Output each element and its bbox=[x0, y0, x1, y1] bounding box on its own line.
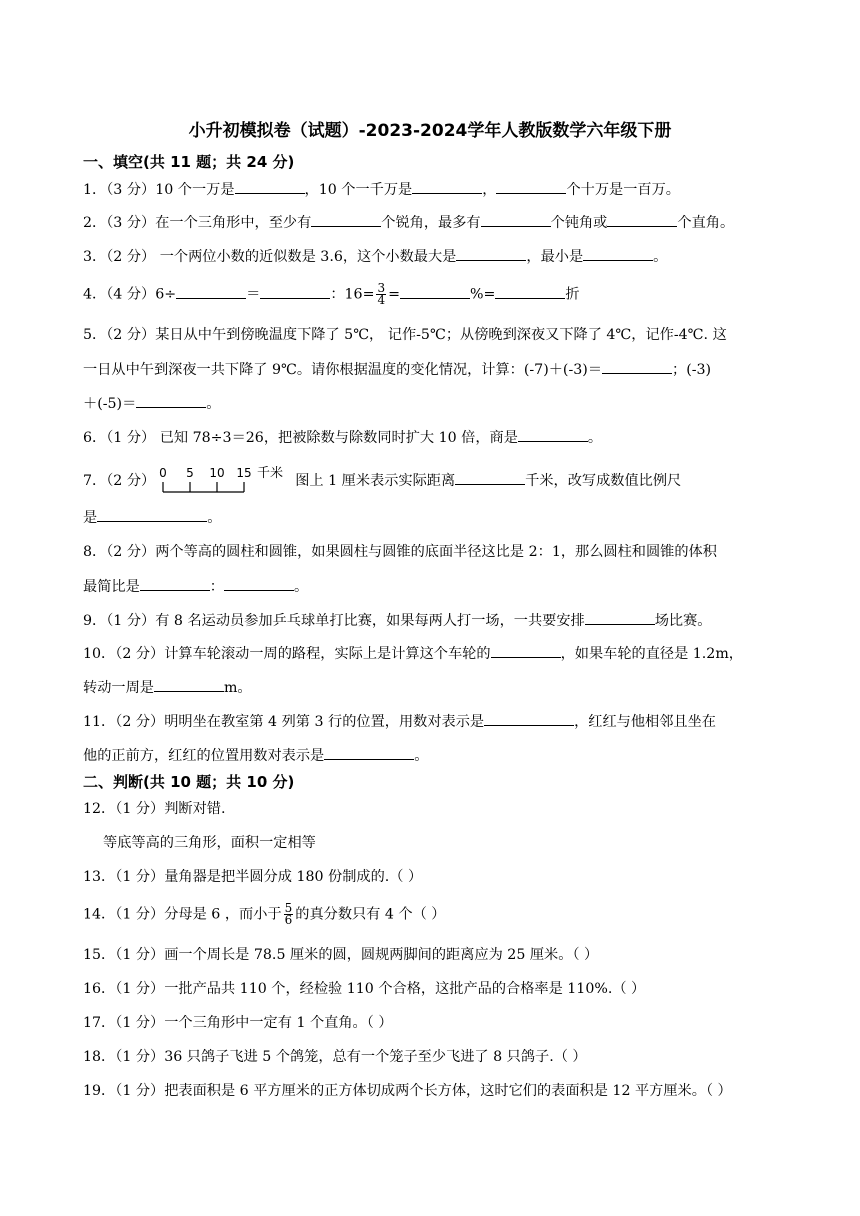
question-4: 4．（4 分）6÷ ＝ ：16= $\frac{3}{4}$ = %= 折 bbox=[83, 281, 580, 307]
question-16: 16．（1 分）一批产品共 110 个，经检验 110 个合格，这批产品的合格率是 110%.（ ） bbox=[83, 981, 646, 997]
answer-blank[interactable] bbox=[235, 179, 305, 194]
answer-blank[interactable] bbox=[583, 246, 653, 261]
answer-blank[interactable] bbox=[140, 576, 210, 591]
answer-blank[interactable] bbox=[311, 212, 381, 227]
answer-blank[interactable] bbox=[224, 576, 294, 591]
line-scale-figure bbox=[159, 466, 289, 496]
question-13: 13．（1 分）量角器是把半圆分成 180 份制成的.（ ） bbox=[83, 869, 423, 885]
answer-blank[interactable] bbox=[602, 359, 672, 374]
answer-blank[interactable] bbox=[496, 179, 566, 194]
answer-blank[interactable] bbox=[481, 212, 551, 227]
question-9: 9．（1 分）有 8 名运动员参加乒乓球单打比赛，如果每两人打一场，一共要安排 场比赛。 bbox=[83, 610, 711, 631]
question-1: 1．（3 分）10 个一万是 ，10 个一千万是 ， 个十万是一百万。 bbox=[83, 179, 680, 200]
section-heading-fill-blank: 一、填空(共 11 题；共 24 分) bbox=[83, 153, 295, 171]
answer-blank[interactable] bbox=[491, 643, 561, 658]
answer-blank[interactable] bbox=[260, 284, 330, 299]
question-7-line-2: 是 。 bbox=[83, 507, 221, 528]
answer-blank[interactable] bbox=[518, 427, 588, 442]
question-2: 2．（3 分）在一个三角形中，至少有 个锐角，最多有 个钝角或 个直角。 bbox=[83, 212, 734, 233]
question-6: 6．（1 分） 已知 78÷3＝26，把被除数与除数同时扩大 10 倍，商是 。 bbox=[83, 427, 602, 448]
answer-blank[interactable] bbox=[607, 212, 677, 227]
question-8-line-2: 最简比是 ： 。 bbox=[83, 576, 308, 597]
answer-blank[interactable] bbox=[456, 246, 526, 261]
question-18: 18．（1 分）36 只鸽子飞进 5 个鸽笼，总有一个笼子至少飞进了 8 只鸽子.（ ） bbox=[83, 1049, 587, 1065]
scale-label: 15 bbox=[236, 466, 252, 480]
question-7-line-1: 7．（2 分） 0 5 10 15 千米 图上 1 厘米表示实际距离 千米，改写成数值比例尺 bbox=[83, 466, 681, 496]
answer-blank[interactable] bbox=[484, 711, 574, 726]
question-11-line-1: 11．（2 分）明明坐在教室第 4 列第 3 行的位置，用数对表示是 ，红红与他相邻且坐在 bbox=[83, 711, 716, 732]
answer-blank[interactable] bbox=[400, 284, 470, 299]
answer-blank[interactable] bbox=[154, 677, 224, 692]
page-title: 小升初模拟卷（试题）-2023-2024学年人教版数学六年级下册 bbox=[188, 121, 672, 141]
question-10-line-2: 转动一周是 m。 bbox=[83, 677, 252, 698]
question-5-line-2: 一日从中午到深夜一共下降了 9℃。请你根据温度的变化情况，计算：(-7)＋(-3)＝ ；(-3) bbox=[83, 359, 711, 380]
answer-blank[interactable] bbox=[97, 507, 207, 522]
fraction: $\frac{5}{6}$ bbox=[284, 901, 293, 927]
scale-label: 5 bbox=[186, 466, 195, 480]
answer-blank[interactable] bbox=[412, 179, 482, 194]
answer-blank[interactable] bbox=[455, 470, 525, 485]
question-5-line-1: 5．（2 分）某日从中午到傍晚温度下降了 5℃， 记作-5℃；从傍晚到深夜又下降了 4℃，记作-4℃. 这 bbox=[83, 327, 727, 343]
question-12-statement: 等底等高的三角形，面积一定相等 bbox=[103, 835, 316, 851]
answer-blank[interactable] bbox=[585, 610, 655, 625]
scale-label: 0 bbox=[159, 466, 168, 480]
question-10-line-1: 10．（2 分）计算车轮滚动一周的路程，实际上是计算这个车轮的 ，如果车轮的直径是 1.2m， bbox=[83, 643, 743, 664]
answer-blank[interactable] bbox=[495, 284, 565, 299]
section-heading-true-false: 二、判断(共 10 题；共 10 分) bbox=[83, 773, 295, 791]
question-8-line-1: 8．（2 分）两个等高的圆柱和圆锥，如果圆柱与圆锥的底面半径这比是 2：1，那么圆柱和圆锥的体积 bbox=[83, 544, 717, 560]
question-12: 12．（1 分）判断对错. bbox=[83, 801, 226, 817]
answer-blank[interactable] bbox=[324, 745, 414, 760]
question-15: 15．（1 分）画一个周长是 78.5 厘米的圆，圆规两脚间的距离应为 25 厘米。（ ） bbox=[83, 947, 599, 963]
question-17: 17．（1 分）一个三角形中一定有 1 个直角。（ ） bbox=[83, 1015, 393, 1031]
question-11-line-2: 他的正前方，红红的位置用数对表示是 。 bbox=[83, 745, 428, 766]
fraction: $\frac{3}{4}$ bbox=[377, 281, 386, 307]
scale-unit: 千米 bbox=[257, 466, 284, 481]
scale-label: 10 bbox=[209, 466, 225, 480]
answer-blank[interactable] bbox=[136, 393, 206, 408]
question-19: 19．（1 分）把表面积是 6 平方厘米的正方体切成两个长方体，这时它们的表面积是 12 平方厘米。（ ） bbox=[83, 1083, 732, 1099]
question-3: 3．（2 分） 一个两位小数的近似数是 3.6，这个小数最大是 ，最小是 。 bbox=[83, 246, 667, 267]
question-5-line-3: ＋(-5)＝ 。 bbox=[83, 393, 220, 414]
question-14: 14．（1 分）分母是 6 ，而小于 $\frac{5}{6}$ 的真分数只有 4 个（ ） bbox=[83, 901, 446, 927]
answer-blank[interactable] bbox=[176, 284, 246, 299]
